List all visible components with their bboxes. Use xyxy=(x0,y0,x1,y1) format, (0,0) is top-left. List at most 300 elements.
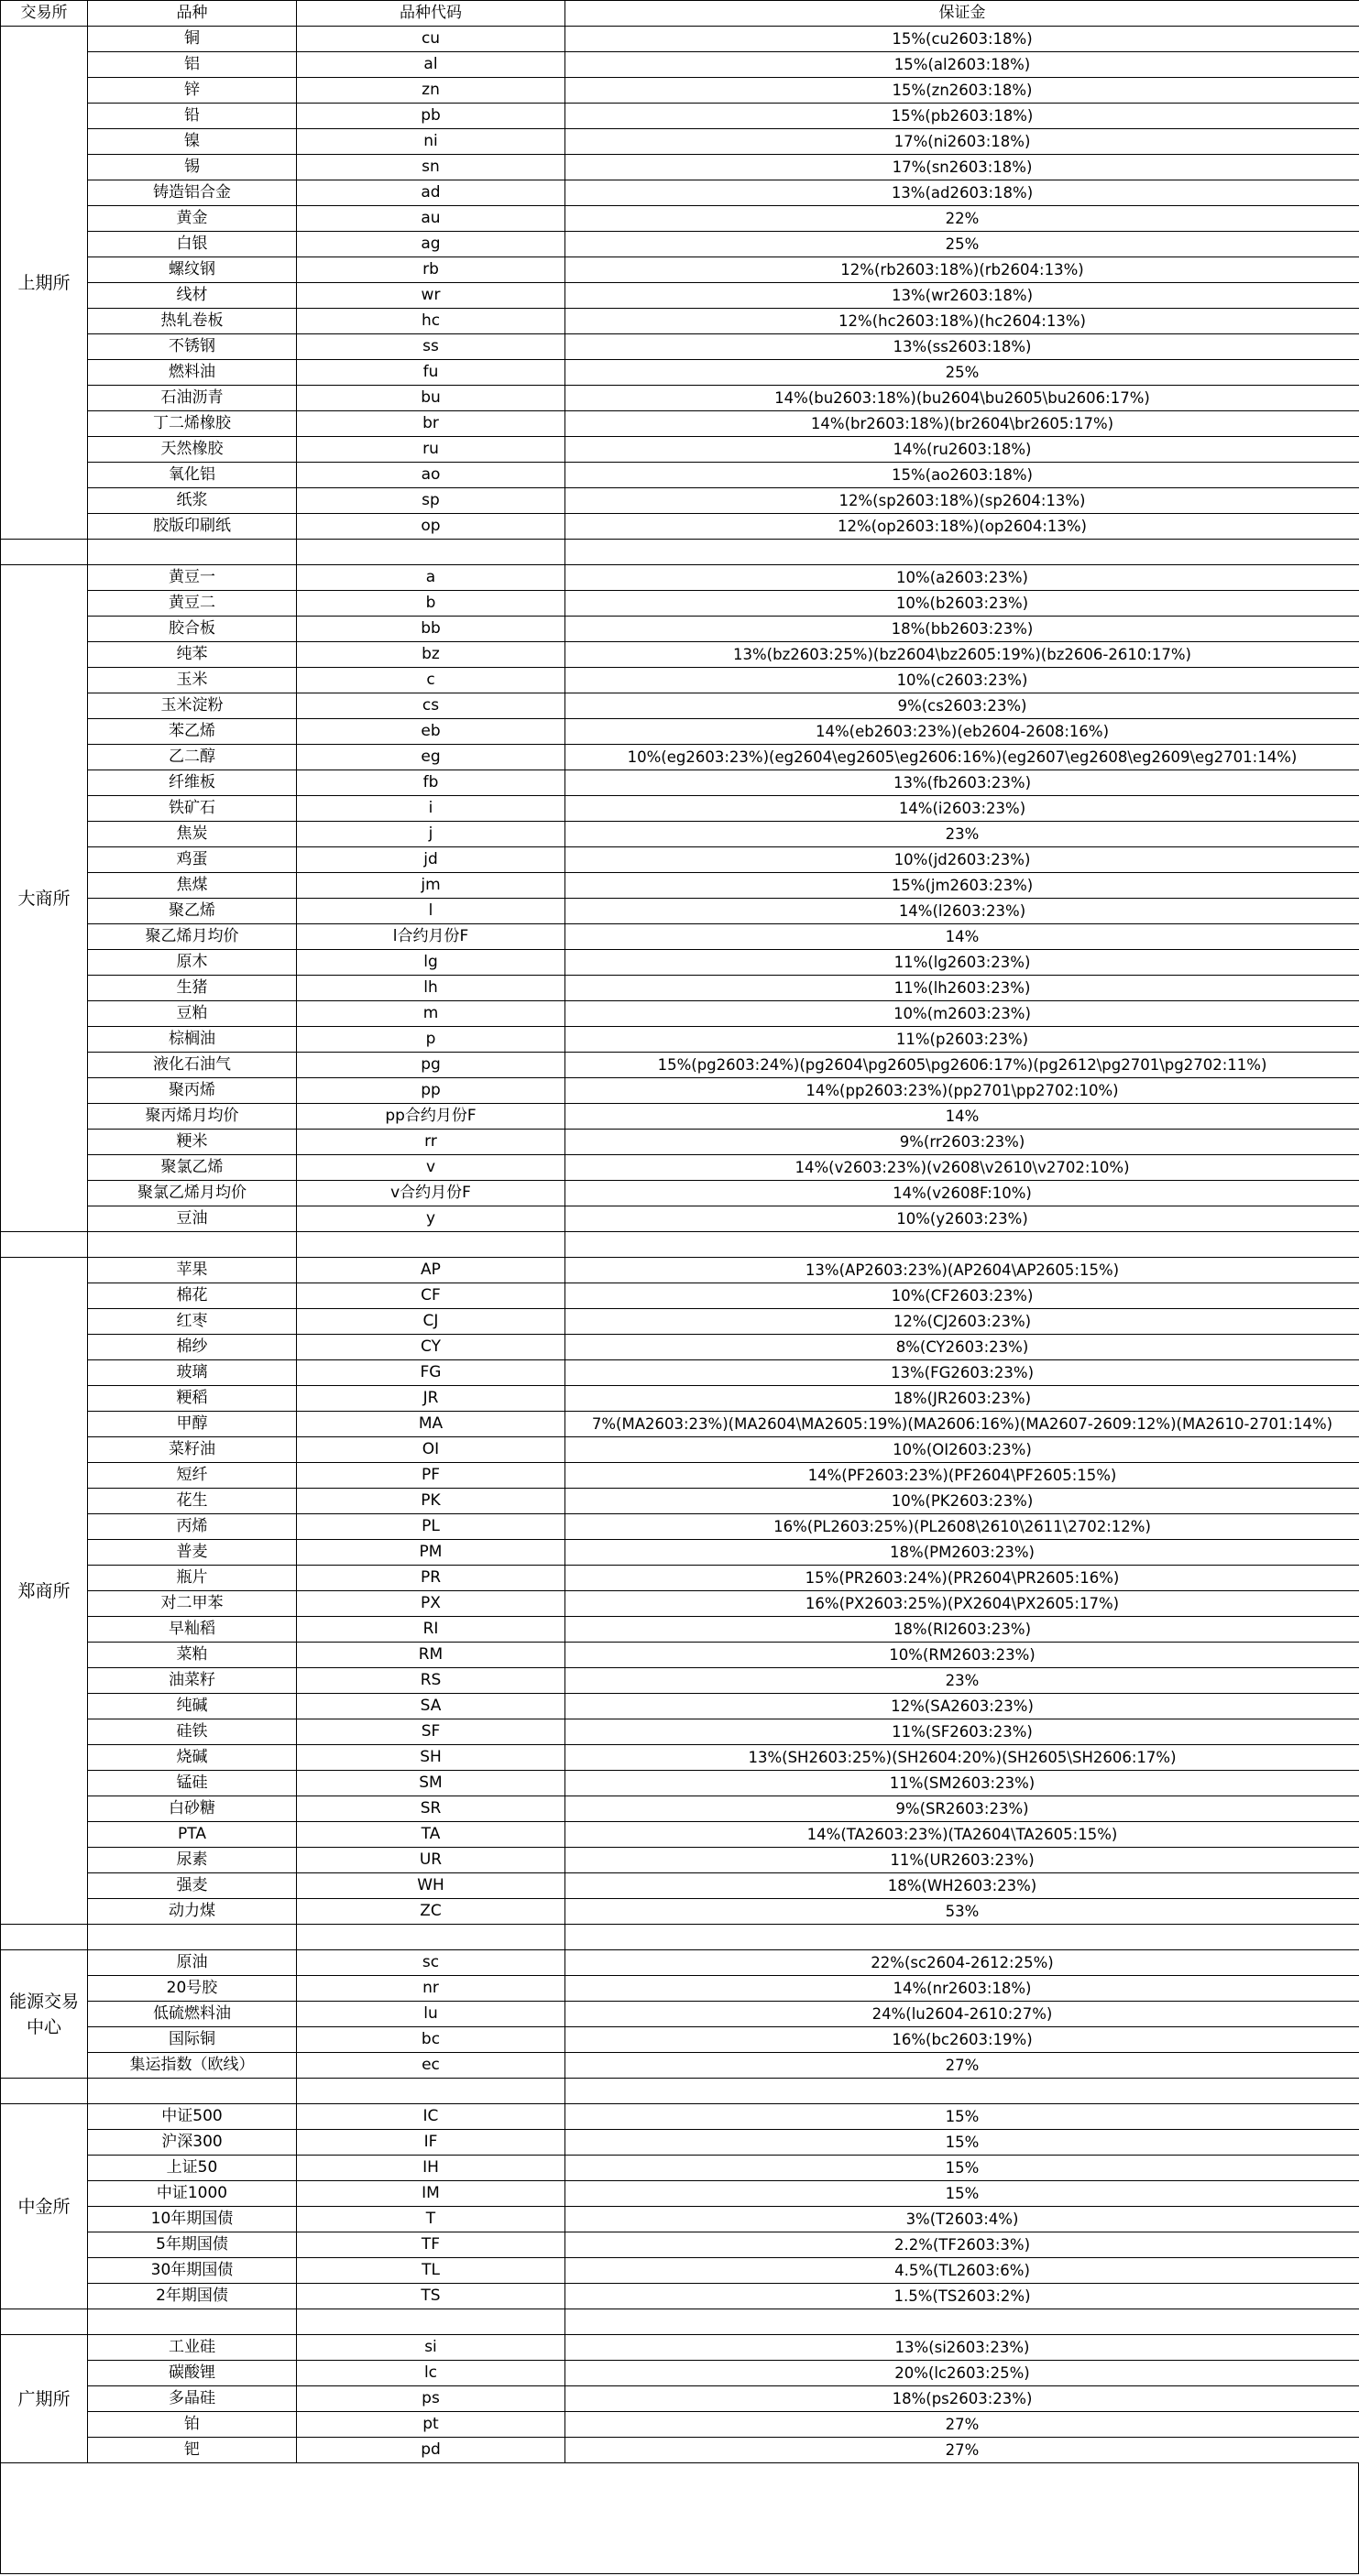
table-row xyxy=(1,1668,1359,1694)
table-row xyxy=(1,1412,1359,1437)
product-cell: 丁二烯橡胶 xyxy=(88,411,297,437)
code-cell: i xyxy=(297,796,565,822)
product-cell: 白银 xyxy=(88,232,297,257)
margin-cell: 15%(zn2603:18%) xyxy=(565,78,1359,104)
code-cell: JR xyxy=(297,1386,565,1412)
table-row xyxy=(1,668,1359,693)
margin-cell: 11%(SM2603:23%) xyxy=(565,1771,1359,1796)
margin-cell: 1.5%(TS2603:2%) xyxy=(565,2284,1359,2309)
margin-cell: 13%(ad2603:18%) xyxy=(565,180,1359,206)
product-cell: 2年期国债 xyxy=(88,2284,297,2309)
margin-cell: 20%(lc2603:25%) xyxy=(565,2361,1359,2386)
table-row xyxy=(1,873,1359,899)
product-cell: 原油 xyxy=(88,1950,297,1976)
code-cell: ps xyxy=(297,2386,565,2412)
code-cell: ao xyxy=(297,463,565,488)
table-row xyxy=(1,2284,1359,2309)
product-cell: 苹果 xyxy=(88,1258,297,1283)
code-cell: PM xyxy=(297,1540,565,1566)
exchange-cell: 广期所 xyxy=(1,2335,88,2463)
empty-cell xyxy=(88,2079,297,2104)
margin-cell: 15% xyxy=(565,2130,1359,2156)
table-row xyxy=(1,1489,1359,1514)
product-cell: 粳稻 xyxy=(88,1386,297,1412)
margin-cell: 12%(SA2603:23%) xyxy=(565,1694,1359,1719)
table-row xyxy=(1,1386,1359,1412)
table-row xyxy=(1,1848,1359,1873)
margin-cell: 27% xyxy=(565,2053,1359,2079)
code-cell: ec xyxy=(297,2053,565,2079)
code-cell: rb xyxy=(297,257,565,283)
table-row xyxy=(1,745,1359,770)
table-row xyxy=(1,78,1359,104)
code-cell: m xyxy=(297,1001,565,1027)
margin-cell: 11%(SF2603:23%) xyxy=(565,1719,1359,1745)
code-cell: MA xyxy=(297,1412,565,1437)
margin-cell: 13%(SH2603:25%)(SH2604:20%)(SH2605\SH2606:17%) xyxy=(565,1745,1359,1771)
product-cell: 纯碱 xyxy=(88,1694,297,1719)
product-cell: 燃料油 xyxy=(88,360,297,386)
margin-cell: 11%(lh2603:23%) xyxy=(565,976,1359,1001)
product-cell: 铸造铝合金 xyxy=(88,180,297,206)
margin-cell: 15% xyxy=(565,2181,1359,2207)
empty-cell xyxy=(565,2309,1359,2335)
table-row xyxy=(1,796,1359,822)
margin-cell: 13%(bz2603:25%)(bz2604\bz2605:19%)(bz2606-2610:17%) xyxy=(565,642,1359,668)
product-cell: 螺纹钢 xyxy=(88,257,297,283)
table-row xyxy=(1,463,1359,488)
product-cell: 20号胶 xyxy=(88,1976,297,2002)
code-cell: p xyxy=(297,1027,565,1053)
code-cell: ag xyxy=(297,232,565,257)
table-row xyxy=(1,1335,1359,1360)
table-row xyxy=(1,1796,1359,1822)
product-cell: 对二甲苯 xyxy=(88,1591,297,1617)
margin-cell: 4.5%(TL2603:6%) xyxy=(565,2258,1359,2284)
margin-cell: 23% xyxy=(565,822,1359,847)
margin-cell: 7%(MA2603:23%)(MA2604\MA2605:19%)(MA2606:16%)(MA2607-2609:12%)(MA2610-2701:14%) xyxy=(565,1412,1359,1437)
margin-cell: 14%(TA2603:23%)(TA2604\TA2605:15%) xyxy=(565,1822,1359,1848)
product-cell: 不锈钢 xyxy=(88,334,297,360)
table-row xyxy=(1,411,1359,437)
code-cell: pd xyxy=(297,2438,565,2463)
product-cell: 黄金 xyxy=(88,206,297,232)
product-cell: 棉纱 xyxy=(88,1335,297,1360)
table-row xyxy=(1,334,1359,360)
code-cell: FG xyxy=(297,1360,565,1386)
table-row xyxy=(1,1027,1359,1053)
table-row xyxy=(1,1950,1359,1976)
empty-cell xyxy=(565,1925,1359,1950)
code-cell: TF xyxy=(297,2232,565,2258)
margin-cell: 15%(PR2603:24%)(PR2604\PR2605:16%) xyxy=(565,1566,1359,1591)
product-cell: 碳酸锂 xyxy=(88,2361,297,2386)
code-cell: TA xyxy=(297,1822,565,1848)
exchange-cell: 上期所 xyxy=(1,27,88,540)
code-cell: l xyxy=(297,899,565,924)
product-cell: 早籼稻 xyxy=(88,1617,297,1643)
product-cell: 丙烯 xyxy=(88,1514,297,1540)
product-cell: 瓶片 xyxy=(88,1566,297,1591)
product-cell: 30年期国债 xyxy=(88,2258,297,2284)
margin-cell: 10%(b2603:23%) xyxy=(565,591,1359,617)
margin-cell: 13%(FG2603:23%) xyxy=(565,1360,1359,1386)
table-row xyxy=(1,950,1359,976)
table-row xyxy=(1,1258,1359,1283)
empty-cell xyxy=(1,2079,88,2104)
table-row xyxy=(1,180,1359,206)
product-cell: 纯苯 xyxy=(88,642,297,668)
margin-cell: 10%(jd2603:23%) xyxy=(565,847,1359,873)
table-row xyxy=(1,2053,1359,2079)
code-cell: bb xyxy=(297,617,565,642)
code-cell: op xyxy=(297,514,565,540)
margin-cell: 13%(AP2603:23%)(AP2604\AP2605:15%) xyxy=(565,1258,1359,1283)
table-row xyxy=(1,232,1359,257)
margin-cell: 14%(ru2603:18%) xyxy=(565,437,1359,463)
margin-cell: 13%(ss2603:18%) xyxy=(565,334,1359,360)
margin-cell: 14%(v2603:23%)(v2608\v2610\v2702:10%) xyxy=(565,1155,1359,1181)
empty-cell xyxy=(88,2309,297,2335)
table-row xyxy=(1,1283,1359,1309)
table-row xyxy=(1,847,1359,873)
table-row xyxy=(1,257,1359,283)
product-cell: 花生 xyxy=(88,1489,297,1514)
code-cell: bc xyxy=(297,2027,565,2053)
margin-cell: 14%(nr2603:18%) xyxy=(565,1976,1359,2002)
table-row xyxy=(1,2027,1359,2053)
code-cell: hc xyxy=(297,309,565,334)
code-cell: SR xyxy=(297,1796,565,1822)
code-cell: au xyxy=(297,206,565,232)
code-cell: l合约月份F xyxy=(297,924,565,950)
product-cell: 石油沥青 xyxy=(88,386,297,411)
table-row xyxy=(1,1053,1359,1078)
product-cell: 铅 xyxy=(88,104,297,129)
code-cell: pg xyxy=(297,1053,565,1078)
empty-cell xyxy=(88,1925,297,1950)
margin-cell: 9%(cs2603:23%) xyxy=(565,693,1359,719)
code-cell: PF xyxy=(297,1463,565,1489)
empty-cell xyxy=(1,1232,88,1258)
margin-cell: 18%(bb2603:23%) xyxy=(565,617,1359,642)
code-cell: lh xyxy=(297,976,565,1001)
product-cell: 短纤 xyxy=(88,1463,297,1489)
spacer-row xyxy=(1,2309,1359,2335)
product-cell: 纤维板 xyxy=(88,770,297,796)
code-cell: fb xyxy=(297,770,565,796)
code-cell: ni xyxy=(297,129,565,155)
table-row xyxy=(1,1130,1359,1155)
code-cell: br xyxy=(297,411,565,437)
code-cell: CY xyxy=(297,1335,565,1360)
margin-table-body xyxy=(1,1,1359,2463)
product-cell: 天然橡胶 xyxy=(88,437,297,463)
product-cell: 红枣 xyxy=(88,1309,297,1335)
code-cell: c xyxy=(297,668,565,693)
code-cell: cs xyxy=(297,693,565,719)
table-row xyxy=(1,52,1359,78)
margin-cell: 15% xyxy=(565,2104,1359,2130)
product-cell: 棕榈油 xyxy=(88,1027,297,1053)
blank-footer-cell xyxy=(0,2463,1359,2574)
table-row xyxy=(1,1463,1359,1489)
code-cell: y xyxy=(297,1206,565,1232)
margin-cell: 12%(CJ2603:23%) xyxy=(565,1309,1359,1335)
exchange-cell: 能源交易中心 xyxy=(1,1950,88,2079)
code-cell: T xyxy=(297,2207,565,2232)
table-row xyxy=(1,1540,1359,1566)
code-cell: SM xyxy=(297,1771,565,1796)
table-row xyxy=(1,2232,1359,2258)
exchange-cell: 中金所 xyxy=(1,2104,88,2309)
code-cell: ss xyxy=(297,334,565,360)
margin-cell: 24%(lu2604-2610:27%) xyxy=(565,2002,1359,2027)
table-row xyxy=(1,437,1359,463)
code-cell: AP xyxy=(297,1258,565,1283)
empty-cell xyxy=(297,540,565,565)
product-cell: 镍 xyxy=(88,129,297,155)
margin-cell: 14%(l2603:23%) xyxy=(565,899,1359,924)
product-cell: 硅铁 xyxy=(88,1719,297,1745)
margin-cell: 10%(OI2603:23%) xyxy=(565,1437,1359,1463)
table-row xyxy=(1,283,1359,309)
product-cell: 中证1000 xyxy=(88,2181,297,2207)
margin-cell: 14%(pp2603:23%)(pp2701\pp2702:10%) xyxy=(565,1078,1359,1104)
table-row xyxy=(1,1206,1359,1232)
header-margin: 保证金 xyxy=(565,1,1359,27)
table-row xyxy=(1,129,1359,155)
margin-cell: 27% xyxy=(565,2438,1359,2463)
empty-cell xyxy=(88,540,297,565)
code-cell: b xyxy=(297,591,565,617)
margin-cell: 13%(si2603:23%) xyxy=(565,2335,1359,2361)
code-cell: fu xyxy=(297,360,565,386)
margin-cell: 10%(m2603:23%) xyxy=(565,1001,1359,1027)
table-row xyxy=(1,488,1359,514)
product-cell: 豆油 xyxy=(88,1206,297,1232)
empty-cell xyxy=(565,2079,1359,2104)
code-cell: jm xyxy=(297,873,565,899)
product-cell: 尿素 xyxy=(88,1848,297,1873)
table-row xyxy=(1,1873,1359,1899)
product-cell: 聚氯乙烯 xyxy=(88,1155,297,1181)
table-row xyxy=(1,976,1359,1001)
product-cell: 菜粕 xyxy=(88,1643,297,1668)
table-row xyxy=(1,2002,1359,2027)
empty-cell xyxy=(565,540,1359,565)
code-cell: SA xyxy=(297,1694,565,1719)
product-cell: 乙二醇 xyxy=(88,745,297,770)
table-row xyxy=(1,386,1359,411)
empty-cell xyxy=(1,2309,88,2335)
table-row xyxy=(1,206,1359,232)
table-row xyxy=(1,27,1359,52)
margin-cell: 14%(v2608F:10%) xyxy=(565,1181,1359,1206)
code-cell: cu xyxy=(297,27,565,52)
code-cell: pp xyxy=(297,1078,565,1104)
product-cell: 集运指数（欧线） xyxy=(88,2053,297,2079)
product-cell: 油菜籽 xyxy=(88,1668,297,1694)
margin-cell: 11%(p2603:23%) xyxy=(565,1027,1359,1053)
table-row xyxy=(1,1566,1359,1591)
product-cell: 低硫燃料油 xyxy=(88,2002,297,2027)
code-cell: j xyxy=(297,822,565,847)
table-row xyxy=(1,2386,1359,2412)
product-cell: 原木 xyxy=(88,950,297,976)
code-cell: pt xyxy=(297,2412,565,2438)
table-row xyxy=(1,1078,1359,1104)
table-row xyxy=(1,514,1359,540)
margin-cell: 10%(eg2603:23%)(eg2604\eg2605\eg2606:16%)(eg2607\eg2608\eg2609\eg2701:14%) xyxy=(565,745,1359,770)
code-cell: eb xyxy=(297,719,565,745)
margin-cell: 25% xyxy=(565,232,1359,257)
code-cell: sc xyxy=(297,1950,565,1976)
table-row xyxy=(1,719,1359,745)
margin-cell: 14%(bu2603:18%)(bu2604\bu2605\bu2606:17%) xyxy=(565,386,1359,411)
product-cell: 聚乙烯 xyxy=(88,899,297,924)
product-cell: 线材 xyxy=(88,283,297,309)
margin-cell: 18%(JR2603:23%) xyxy=(565,1386,1359,1412)
code-cell: TS xyxy=(297,2284,565,2309)
margin-cell: 15%(al2603:18%) xyxy=(565,52,1359,78)
table-row xyxy=(1,1591,1359,1617)
product-cell: 液化石油气 xyxy=(88,1053,297,1078)
product-cell: 5年期国债 xyxy=(88,2232,297,2258)
margin-cell: 15% xyxy=(565,2156,1359,2181)
code-cell: zn xyxy=(297,78,565,104)
header-code: 品种代码 xyxy=(297,1,565,27)
margin-cell: 27% xyxy=(565,2412,1359,2438)
code-cell: IF xyxy=(297,2130,565,2156)
product-cell: 玻璃 xyxy=(88,1360,297,1386)
product-cell: 聚乙烯月均价 xyxy=(88,924,297,950)
product-cell: 棉花 xyxy=(88,1283,297,1309)
product-cell: 沪深300 xyxy=(88,2130,297,2156)
margin-cell: 17%(ni2603:18%) xyxy=(565,129,1359,155)
empty-cell xyxy=(297,1925,565,1950)
table-row xyxy=(1,642,1359,668)
table-row xyxy=(1,1514,1359,1540)
margin-cell: 16%(PX2603:25%)(PX2604\PX2605:17%) xyxy=(565,1591,1359,1617)
margin-cell: 17%(sn2603:18%) xyxy=(565,155,1359,180)
product-cell: 甲醇 xyxy=(88,1412,297,1437)
table-row xyxy=(1,2412,1359,2438)
product-cell: 锌 xyxy=(88,78,297,104)
margin-cell: 13%(fb2603:23%) xyxy=(565,770,1359,796)
table-row xyxy=(1,1155,1359,1181)
product-cell: 热轧卷板 xyxy=(88,309,297,334)
code-cell: OI xyxy=(297,1437,565,1463)
code-cell: pp合约月份F xyxy=(297,1104,565,1130)
margin-cell: 22% xyxy=(565,206,1359,232)
code-cell: wr xyxy=(297,283,565,309)
product-cell: 玉米淀粉 xyxy=(88,693,297,719)
margin-cell: 2.2%(TF2603:3%) xyxy=(565,2232,1359,2258)
product-cell: 黄豆二 xyxy=(88,591,297,617)
margin-cell: 16%(bc2603:19%) xyxy=(565,2027,1359,2053)
table-row xyxy=(1,2207,1359,2232)
product-cell: 铁矿石 xyxy=(88,796,297,822)
margin-cell: 14%(i2603:23%) xyxy=(565,796,1359,822)
table-row xyxy=(1,2181,1359,2207)
table-row xyxy=(1,693,1359,719)
margin-cell: 23% xyxy=(565,1668,1359,1694)
code-cell: ZC xyxy=(297,1899,565,1925)
margin-cell: 15%(ao2603:18%) xyxy=(565,463,1359,488)
product-cell: 焦炭 xyxy=(88,822,297,847)
product-cell: 铂 xyxy=(88,2412,297,2438)
product-cell: 苯乙烯 xyxy=(88,719,297,745)
code-cell: RI xyxy=(297,1617,565,1643)
spacer-row xyxy=(1,540,1359,565)
empty-cell xyxy=(1,540,88,565)
table-row xyxy=(1,1976,1359,2002)
product-cell: 工业硅 xyxy=(88,2335,297,2361)
code-cell: CJ xyxy=(297,1309,565,1335)
table-row xyxy=(1,617,1359,642)
table-row xyxy=(1,1694,1359,1719)
code-cell: lu xyxy=(297,2002,565,2027)
table-row xyxy=(1,1001,1359,1027)
product-cell: 动力煤 xyxy=(88,1899,297,1925)
margin-cell: 22%(sc2604-2612:25%) xyxy=(565,1950,1359,1976)
table-row xyxy=(1,2156,1359,2181)
product-cell: 普麦 xyxy=(88,1540,297,1566)
code-cell: sn xyxy=(297,155,565,180)
code-cell: jd xyxy=(297,847,565,873)
product-cell: 聚氯乙烯月均价 xyxy=(88,1181,297,1206)
table-row xyxy=(1,899,1359,924)
code-cell: a xyxy=(297,565,565,591)
code-cell: CF xyxy=(297,1283,565,1309)
product-cell: 强麦 xyxy=(88,1873,297,1899)
table-row xyxy=(1,565,1359,591)
table-row xyxy=(1,2361,1359,2386)
margin-cell: 15%(pg2603:24%)(pg2604\pg2605\pg2606:17%)(pg2612\pg2701\pg2702:11%) xyxy=(565,1053,1359,1078)
code-cell: PK xyxy=(297,1489,565,1514)
table-row xyxy=(1,309,1359,334)
product-cell: 纸浆 xyxy=(88,488,297,514)
code-cell: v合约月份F xyxy=(297,1181,565,1206)
product-cell: 国际铜 xyxy=(88,2027,297,2053)
code-cell: RM xyxy=(297,1643,565,1668)
margin-cell: 12%(op2603:18%)(op2604:13%) xyxy=(565,514,1359,540)
margin-cell: 9%(rr2603:23%) xyxy=(565,1130,1359,1155)
product-cell: 铜 xyxy=(88,27,297,52)
margin-cell: 9%(SR2603:23%) xyxy=(565,1796,1359,1822)
code-cell: IM xyxy=(297,2181,565,2207)
margin-cell: 10%(y2603:23%) xyxy=(565,1206,1359,1232)
product-cell: 烧碱 xyxy=(88,1745,297,1771)
margin-cell: 53% xyxy=(565,1899,1359,1925)
table-row xyxy=(1,2438,1359,2463)
product-cell: 中证500 xyxy=(88,2104,297,2130)
table-row xyxy=(1,1643,1359,1668)
margin-cell: 14%(eb2603:23%)(eb2604-2608:16%) xyxy=(565,719,1359,745)
margin-cell: 12%(rb2603:18%)(rb2604:13%) xyxy=(565,257,1359,283)
code-cell: ad xyxy=(297,180,565,206)
product-cell: 焦煤 xyxy=(88,873,297,899)
table-row xyxy=(1,1745,1359,1771)
product-cell: 白砂糖 xyxy=(88,1796,297,1822)
empty-cell xyxy=(565,1232,1359,1258)
table-row xyxy=(1,1899,1359,1925)
code-cell: bu xyxy=(297,386,565,411)
code-cell: si xyxy=(297,2335,565,2361)
margin-cell: 15%(jm2603:23%) xyxy=(565,873,1359,899)
code-cell: nr xyxy=(297,1976,565,2002)
